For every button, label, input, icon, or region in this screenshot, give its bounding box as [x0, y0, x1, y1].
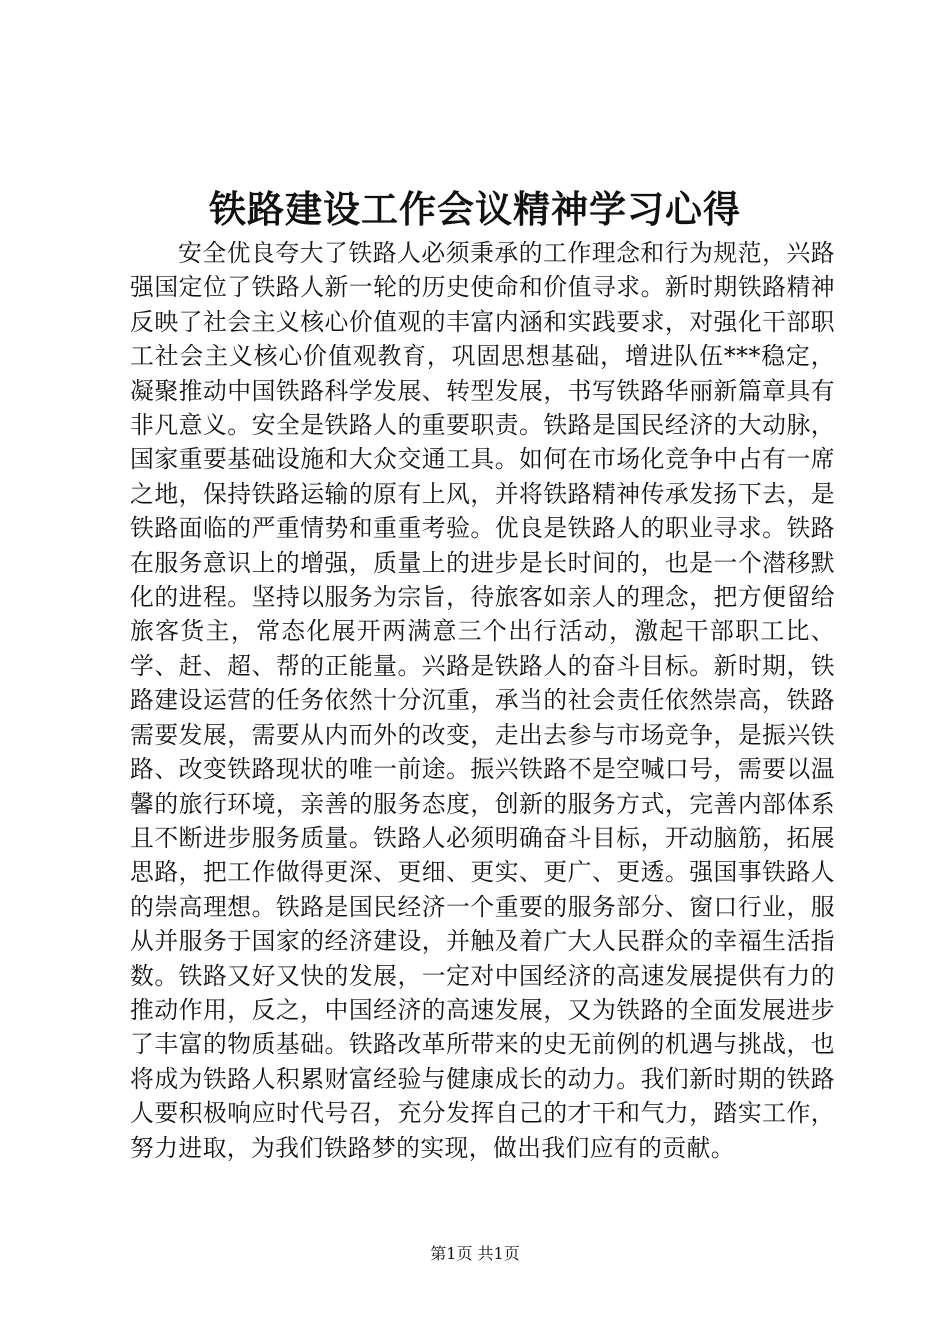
- page-number-footer: 第1页 共1页: [430, 1244, 520, 1263]
- document-title: 铁路建设工作会议精神学习心得: [209, 187, 741, 231]
- document-body-paragraph: 安全优良夸大了铁路人必须秉承的工作理念和行为规范，兴路强国定位了铁路人新一轮的历史使命和价值寻求。新时期铁路精神反映了社会主义核心价值观的丰富内涵和实践要求，对强化干部职工社会主义核心价值观教育，巩固思想基础，增进队伍***稳定，凝聚推动中国铁路科学发展、转型发展，书写铁路华丽新篇章具有非凡意义。安全是铁路人的重要职责。铁路是国民经济的大动脉，国家重要基础设施和大众交通工具。如何在市场化竞争中占有一席之地，保持铁路运输的原有上风，并将铁路精神传承发扬下去，是铁路面临的严重情势和重重考验。优良是铁路人的职业寻求。铁路在服务意识上的增强，质量上的进步是长时间的，也是一个潜移默化的进程。坚持以服务为宗旨，待旅客如亲人的理念，把方便留给旅客货主，常态化展开两满意三个出行活动，激起干部职工比、学、赶、超、帮的正能量。兴路是铁路人的奋斗目标。新时期，铁路建设运营的任务依然十分沉重，承当的社会责任依然崇高，铁路需要发展，需要从内而外的改变，走出去参与市场竞争，是振兴铁路、改变铁路现状的唯一前途。振兴铁路不是空喊口号，需要以温馨的旅行环境，亲善的服务态度，创新的服务方式，完善内部体系且不断进步服务质量。铁路人必须明确奋斗目标，开动脑筋，拓展思路，把工作做得更深、更细、更实、更广、更透。强国事铁路人的崇高理想。铁路是国民经济一个重要的服务部分、窗口行业，服从并服务于国家的经济建设，并触及着广大人民群众的幸福生活指数。铁路又好又快的发展，一定对中国经济的高速发展提供有力的推动作用，反之，中国经济的高速发展，又为铁路的全面发展进步了丰富的物质基础。铁路改革所带来的史无前例的机遇与挑战，也将成为铁路人积累财富经验与健康成长的动力。我们新时期的铁路人要积极响应时代号召，充分发挥自己的才干和气力，踏实工作，努力进取，为我们铁路梦的实现，做出我们应有的贡献。: [130, 239, 835, 1162]
